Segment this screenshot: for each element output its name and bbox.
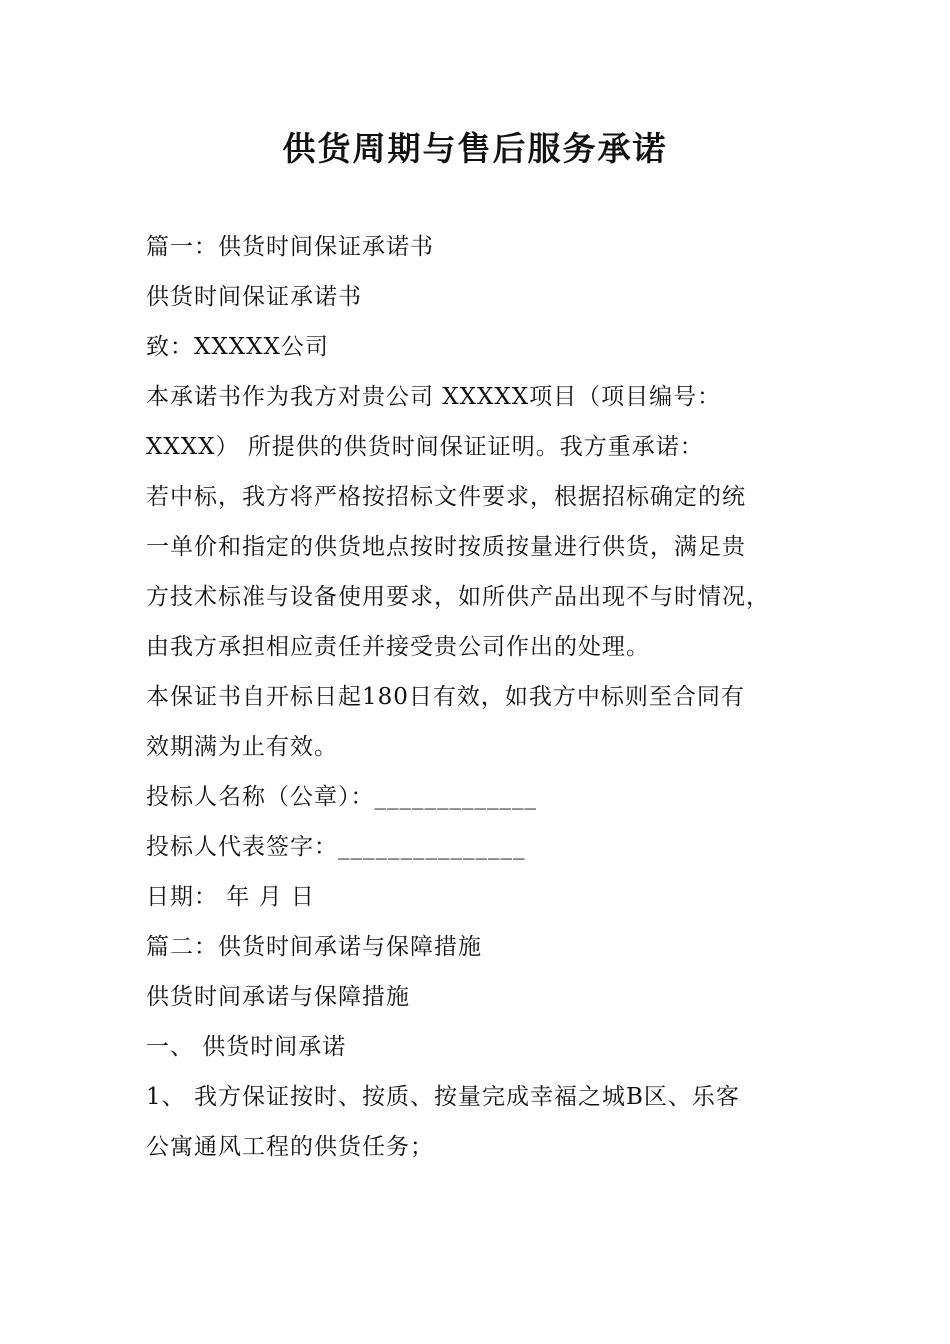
letter-title: 供货时间保证承诺书 <box>146 284 362 310</box>
date-field: 日期： 年 月 日 <box>146 884 315 910</box>
part-one-heading: 篇一：供货时间保证承诺书 <box>146 234 434 260</box>
subsection-heading: 一、 供货时间承诺 <box>146 1034 347 1060</box>
body-paragraph-line: 本承诺书作为我方对贵公司 XXXXX项目（项目编号： <box>146 384 722 410</box>
validity-paragraph-line: 本保证书自开标日起180日有效，如我方中标则至合同有 <box>146 684 745 710</box>
section-title: 供货时间承诺与保障措施 <box>146 984 410 1010</box>
body-paragraph-line: 若中标，我方将严格按招标文件要求，根据招标确定的统 <box>146 484 746 510</box>
bidder-name-field: 投标人名称（公章）：_____________ <box>146 784 537 810</box>
validity-paragraph-line: 效期满为止有效。 <box>146 734 338 760</box>
list-item-line: 公寓通风工程的供货任务； <box>146 1134 434 1160</box>
body-paragraph-line: 由我方承担相应责任并接受贵公司作出的处理。 <box>146 634 650 660</box>
addressee-line: 致：XXXXX公司 <box>146 334 329 360</box>
list-item-line: 1、 我方保证按时、按质、按量完成幸福之城B区、乐客 <box>146 1084 740 1110</box>
document-title: 供货周期与售后服务承诺 <box>282 129 668 168</box>
body-paragraph-line: XXXX） 所提供的供货时间保证证明。我方重承诺： <box>146 434 704 460</box>
body-paragraph-line: 一单价和指定的供货地点按时按质按量进行供货，满足贵 <box>146 534 746 560</box>
body-paragraph-line: 方技术标准与设备使用要求，如所供产品出现不与时情况， <box>146 584 770 610</box>
part-two-heading: 篇二：供货时间承诺与保障措施 <box>146 934 482 960</box>
bidder-signature-field: 投标人代表签字：_______________ <box>146 834 526 860</box>
